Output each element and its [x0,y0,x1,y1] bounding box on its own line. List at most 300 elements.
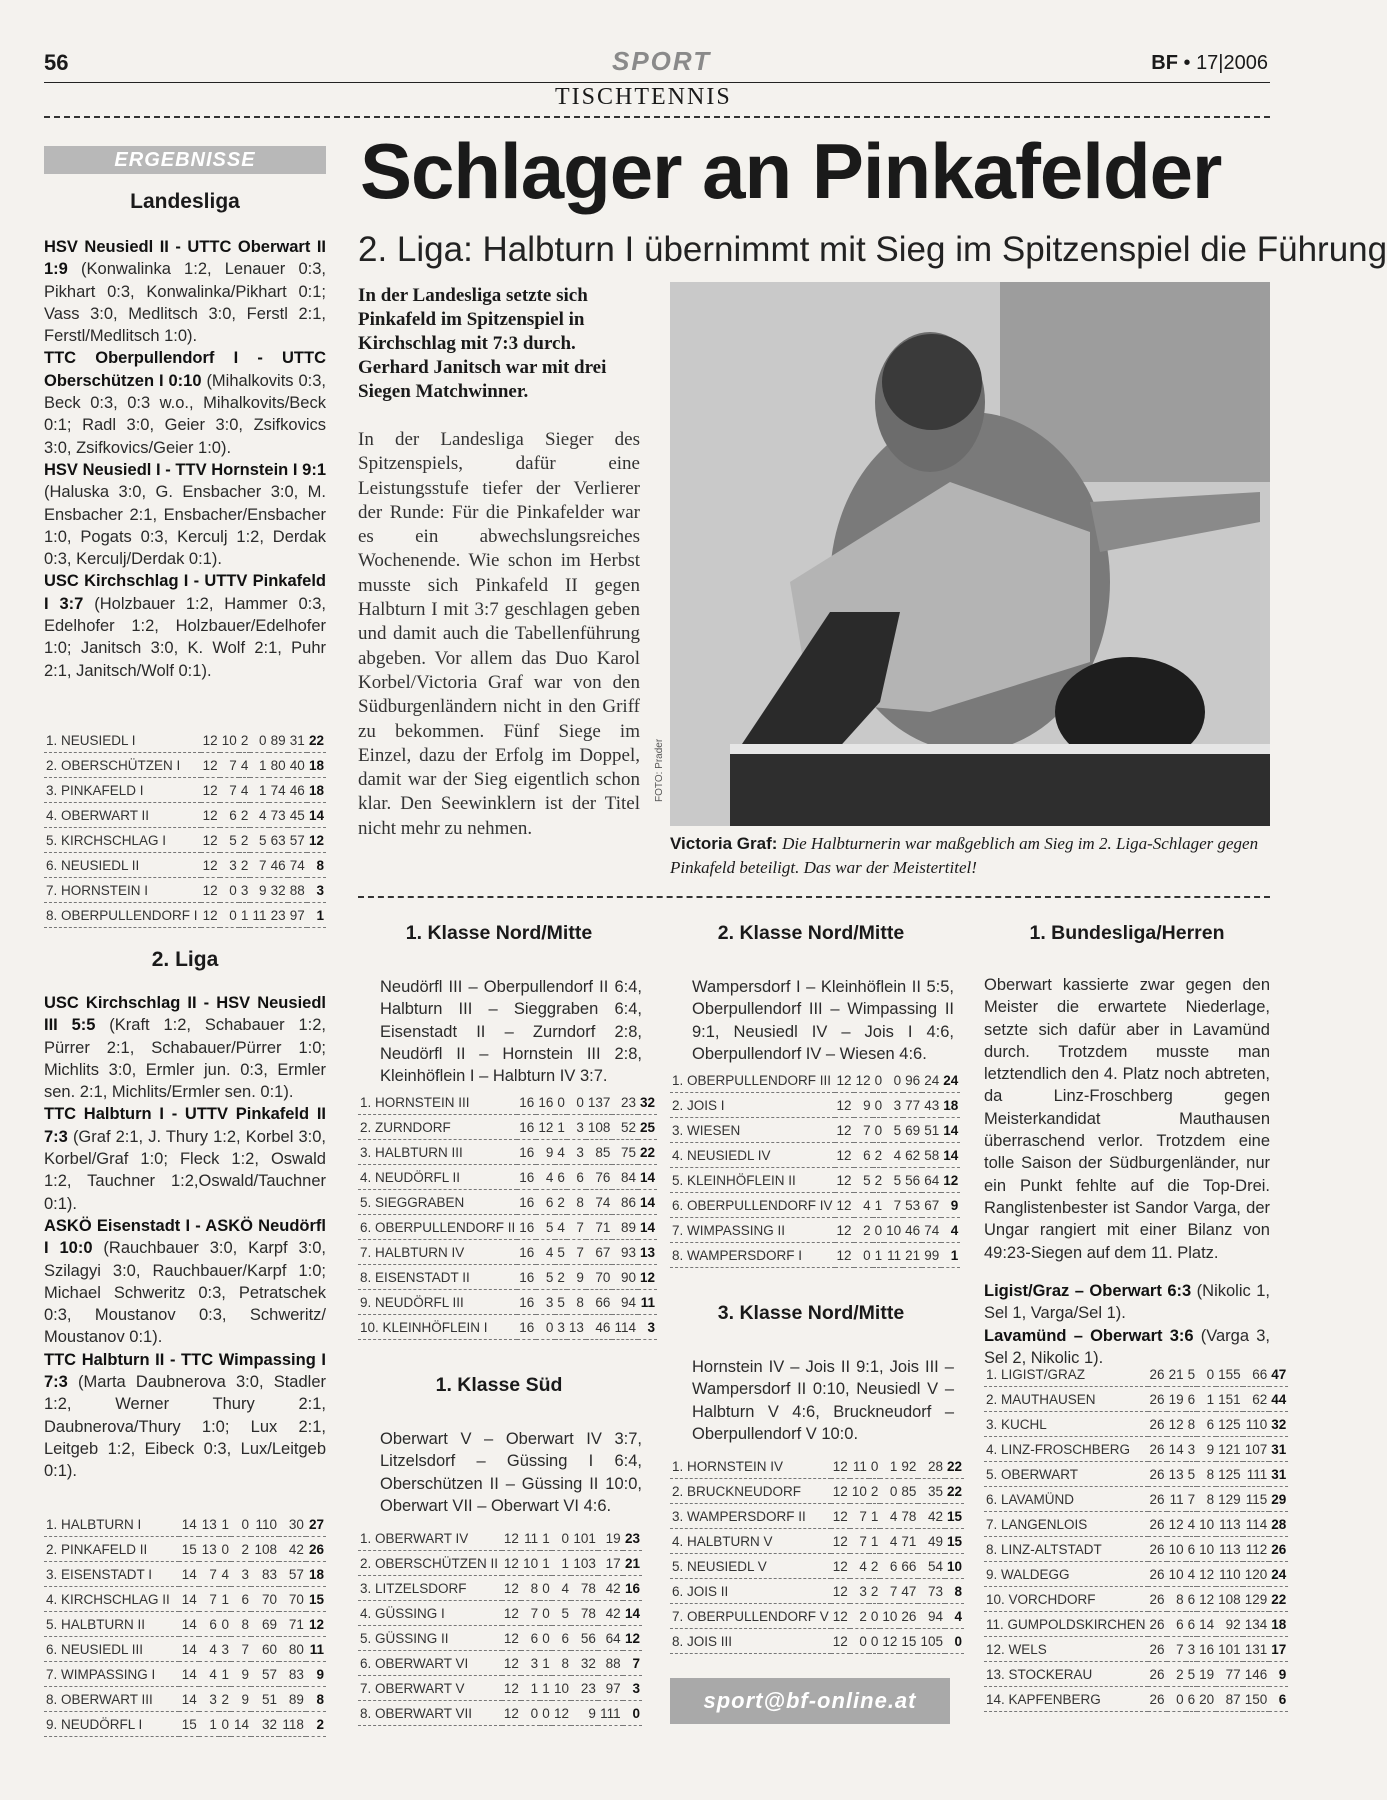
stat-cell: 1 [219,1587,231,1612]
contact-email[interactable]: sport@bf-online.at [670,1678,950,1724]
stat-cell: 31 [288,728,307,753]
stat-cell: 12 [201,853,220,878]
stat-cell: 5 [1186,1362,1198,1387]
stat-cell: 1 [880,1454,899,1479]
lead-paragraph: In der Landesliga setzte sich Pinkafeld im Spitzenspiel in Kirchschlag mit 7:3 durch. Gerhard Janitsch war mit drei Siegen Matchwinner. [358,285,607,402]
stat-cell: 12 [1197,1562,1216,1587]
points-cell: 8 [306,1687,326,1712]
stat-cell: 125 [1216,1412,1243,1437]
stat-cell: 43 [922,1093,941,1118]
stat-cell: 10 [1167,1537,1186,1562]
headline: Schlager an Pinkafelder [360,127,1222,215]
stat-cell: 111 [598,1701,623,1726]
stat-cell: 42 [279,1537,306,1562]
stat-cell: 4 [854,1193,873,1218]
stat-cell: 12 [1167,1512,1186,1537]
stat-cell: 2 [231,1537,251,1562]
points-cell: 13 [638,1240,657,1265]
stat-cell: 15 [179,1537,199,1562]
stat-cell: 4 [219,1562,231,1587]
stat-cell: 3 [1186,1437,1198,1462]
points-cell: 32 [1269,1412,1288,1437]
points-cell: 22 [307,728,326,753]
points-cell: 14 [941,1143,960,1168]
photo-illustration [670,282,1270,826]
stat-cell: 60 [251,1637,279,1662]
stat-cell: 6 [231,1587,251,1612]
stat-cell: 3 [1186,1637,1198,1662]
k3nm-table [670,1454,964,1654]
table-row [670,1604,964,1629]
team-cell: 3. EISENSTADT I [44,1562,179,1587]
stat-cell: 86 [612,1190,638,1215]
stat-cell: 16 [517,1115,536,1140]
stat-cell: 12 [552,1701,571,1726]
stat-cell: 2 [850,1604,869,1629]
table-row [358,1240,657,1265]
points-cell: 12 [306,1612,326,1637]
points-cell: 9 [306,1662,326,1687]
stat-cell: 12 [502,1601,521,1626]
stat-cell: 5 [250,828,268,853]
team-cell: 5. OBERWART [984,1462,1148,1487]
stat-cell: 108 [586,1115,613,1140]
stat-cell: 69 [903,1118,922,1143]
team-cell: 2. JOIS I [670,1093,835,1118]
stat-cell: 7 [1186,1487,1198,1512]
stat-cell: 12 [502,1576,521,1601]
stat-cell: 16 [517,1090,536,1115]
table-row [670,1554,964,1579]
stat-cell: 1 [239,903,251,928]
stat-cell: 6 [1186,1612,1198,1637]
stat-cell: 3 [199,1687,219,1712]
stat-cell: 114 [1243,1512,1270,1537]
stat-cell: 56 [571,1626,598,1651]
stat-cell: 0 [521,1701,540,1726]
stat-cell: 89 [269,728,288,753]
landesliga-table [44,728,326,928]
team-cell: 6. LAVAMÜND [984,1487,1148,1512]
stat-cell: 2 [873,1168,885,1193]
table-row [358,1140,657,1165]
stat-cell: 9 [250,878,268,903]
stat-cell: 75 [612,1140,638,1165]
stat-cell: 12 [835,1168,854,1193]
stat-cell: 26 [1148,1562,1167,1587]
stat-cell: 1 [1197,1387,1216,1412]
stat-cell: 134 [1243,1612,1270,1637]
article-body: In der Landesliga Sieger des Spitzenspiels, dafür eine Leistungsstufe tiefer der Verlierer der Runde: Für die Pinkafelder war es ein abwechslungsreiches Wochenende. Wie schon im Herbst musste sich Pinkafeld II gegen Halbturn I mit 3:7 geschlagen geben und damit auch die Tabellenführung abgeben. Vor allem das Duo Karol Korbel/Victoria Graf war von den Südburgenländern nicht in den Griff zu bekommen. Fünf Siege im Einzel, dazu der Erfolg im Doppel, damit war der Sieg eigentlich schon klar. Den Seewinklern ist der Titel nicht mehr zu nehmen. [358,429,640,839]
table-row [358,1265,657,1290]
stat-cell: 0 [1167,1687,1186,1712]
stat-cell: 4 [555,1140,567,1165]
stat-cell: 47 [899,1579,918,1604]
stat-cell: 67 [586,1240,613,1265]
stat-cell: 129 [1243,1587,1270,1612]
team-cell: 6. OBERPULLENDORF IV [670,1193,835,1218]
table-row [984,1537,1288,1562]
stat-cell: 1 [873,1193,885,1218]
match-detail: (Rauchbauer 3:0, Karpf 3:0, Szilagyi 3:0, Rauchbauer/Karpf 1:0; Michael Schweritz 0:3, Petratschek 0:3, Moustanov 0:3, Schweritz/ Moustanov 0:1). [44,1239,327,1347]
stat-cell: 10 [850,1479,869,1504]
team-cell: 8. JOIS III [670,1629,831,1654]
stat-cell: 0 [231,1512,251,1537]
stat-cell: 14 [179,1512,199,1537]
stat-cell: 14 [179,1562,199,1587]
points-cell: 14 [307,803,326,828]
stat-cell: 0 [567,1090,586,1115]
stat-cell: 12 [502,1551,521,1576]
team-cell: 3. LITZELSDORF [358,1576,502,1601]
stat-cell: 2 [555,1265,567,1290]
stat-cell: 0 [219,1612,231,1637]
table-row [670,1068,960,1093]
stat-cell: 77 [903,1093,922,1118]
stat-cell: 73 [269,803,288,828]
stat-cell: 70 [279,1587,306,1612]
team-cell: 7. HALBTURN IV [358,1240,517,1265]
stat-cell: 12 [502,1701,521,1726]
stat-cell: 7 [884,1193,903,1218]
table-row [670,1579,964,1604]
team-cell: 11. GUMPOLDSKIRCHEN [984,1612,1148,1637]
stat-cell: 26 [1148,1537,1167,1562]
stat-cell: 12 [831,1554,850,1579]
match-result [44,1103,326,1214]
stat-cell: 0 [850,1629,869,1654]
team-cell: 4. HALBTURN V [670,1529,831,1554]
table-row [358,1115,657,1140]
stat-cell: 0 [555,1090,567,1115]
stat-cell: 13 [1167,1462,1186,1487]
team-cell: 5. HALBTURN II [44,1612,179,1637]
stat-cell: 0 [1197,1362,1216,1387]
k1nm-table [358,1090,657,1340]
stat-cell: 131 [1243,1637,1270,1662]
stat-cell: 16 [1197,1637,1216,1662]
team-cell: 7. OBERWART V [358,1676,502,1701]
stat-cell: 26 [1148,1362,1167,1387]
stat-cell: 7 [521,1601,540,1626]
stat-cell: 71 [586,1215,613,1240]
landesliga-title: Landesliga [130,190,240,213]
points-cell: 12 [307,828,326,853]
match-head: USC Kirchschlag I - UTTV Pinkafeld I 3:7 [44,572,326,613]
stat-cell: 107 [1243,1437,1270,1462]
stat-cell: 16 [517,1240,536,1265]
stat-cell: 113 [1216,1537,1243,1562]
stat-cell: 0 [540,1626,552,1651]
stat-cell: 58 [922,1143,941,1168]
stat-cell: 113 [1216,1512,1243,1537]
stat-cell: 4 [199,1637,219,1662]
photo-caption [670,832,1270,880]
stat-cell: 9 [231,1662,251,1687]
stat-cell: 125 [1216,1462,1243,1487]
stat-cell: 1 [869,1504,881,1529]
stat-cell: 10 [880,1604,899,1629]
stat-cell: 12 [831,1604,850,1629]
stat-cell: 46 [288,778,307,803]
stat-cell: 53 [903,1193,922,1218]
stat-cell: 10 [1197,1512,1216,1537]
table-row [44,1687,326,1712]
stat-cell: 92 [1216,1612,1243,1637]
caption-name: Victoria Graf: [670,834,778,853]
stat-cell: 2 [1167,1662,1186,1687]
stat-cell: 3 [219,1637,231,1662]
stat-cell: 0 [220,903,239,928]
stat-cell: 0 [250,728,268,753]
stat-cell: 62 [1243,1387,1270,1412]
table-row [358,1215,657,1240]
points-cell: 25 [638,1115,657,1140]
points-cell: 7 [623,1651,642,1676]
stat-cell: 1 [219,1662,231,1687]
table-row [358,1651,642,1676]
points-cell: 18 [306,1562,326,1587]
stat-cell: 70 [251,1587,279,1612]
stat-cell: 110 [251,1512,279,1537]
liga2-results [44,992,326,1483]
points-cell: 4 [941,1218,960,1243]
table-row [358,1676,642,1701]
points-cell: 47 [1269,1362,1288,1387]
stat-cell: 12 [835,1143,854,1168]
table-row [984,1562,1288,1587]
team-cell: 5. KLEINHÖFLEIN II [670,1168,835,1193]
stat-cell: 7 [220,753,239,778]
stat-cell: 28 [918,1454,945,1479]
stat-cell: 8 [1197,1462,1216,1487]
team-cell: 4. LINZ-FROSCHBERG [984,1437,1148,1462]
stat-cell: 0 [536,1315,555,1340]
team-cell: 8. WAMPERSDORF I [670,1243,835,1268]
stat-cell: 1 [540,1526,552,1551]
stat-cell: 8 [1167,1587,1186,1612]
k1s-results: Oberwart V – Oberwart IV 3:7, Litzelsdorf – Güssing I 6:4, Oberschützen II – Güssing II 10:0, Oberwart VII – Oberwart VI 4:6. [380,1430,642,1515]
stat-cell: 7 [250,853,268,878]
stat-cell: 32 [251,1712,279,1737]
points-cell: 31 [1269,1437,1288,1462]
stat-cell: 24 [922,1068,941,1093]
team-cell: 1. HORNSTEIN III [358,1090,517,1115]
match-result [984,1280,1270,1325]
bundesliga-title: 1. Bundesliga/Herren [1029,922,1225,944]
stat-cell: 0 [854,1243,873,1268]
stat-cell: 78 [899,1504,918,1529]
k1nm-results: Neudörfl III – Oberpullendorf II 6:4, Halbturn III – Sieggraben 6:4, Eisenstadt II – Zurndorf 2:8, Neudörfl II – Hornstein III 2:8, Kleinhöflein I – Halbturn IV 3:7. [380,978,642,1086]
stat-cell: 20 [1197,1687,1216,1712]
stat-cell: 89 [612,1215,638,1240]
stat-cell: 6 [1197,1412,1216,1437]
stat-cell: 11 [250,903,268,928]
points-cell: 32 [638,1090,657,1115]
stat-cell: 0 [869,1604,881,1629]
stat-cell: 118 [279,1712,306,1737]
stat-cell: 9 [231,1687,251,1712]
points-cell: 15 [306,1587,326,1612]
stat-cell: 26 [1148,1587,1167,1612]
stat-cell: 2 [555,1190,567,1215]
stat-cell: 2 [873,1143,885,1168]
stat-cell: 108 [251,1537,279,1562]
stat-cell: 4 [239,778,251,803]
stat-cell: 10 [220,728,239,753]
points-cell: 17 [1269,1637,1288,1662]
stat-cell: 12 [831,1629,850,1654]
stat-cell: 12 [831,1454,850,1479]
stat-cell: 17 [598,1551,623,1576]
table-row [984,1412,1288,1437]
stat-cell: 11 [521,1526,540,1551]
stat-cell: 16 [517,1215,536,1240]
issue-number: 17|2006 [1196,52,1268,74]
stat-cell: 9 [536,1140,555,1165]
team-cell: 5. SIEGGRABEN [358,1190,517,1215]
table-row [44,803,326,828]
team-cell: 7. OBERPULLENDORF V [670,1604,831,1629]
liga2-table [44,1512,326,1737]
team-cell: 1. HALBTURN I [44,1512,179,1537]
stat-cell: 14 [179,1587,199,1612]
stat-cell: 4 [555,1215,567,1240]
stat-cell: 4 [239,753,251,778]
table-row [670,1479,964,1504]
stat-cell: 7 [850,1504,869,1529]
stat-cell: 1 [869,1529,881,1554]
points-cell: 26 [1269,1537,1288,1562]
bundesliga-report: Oberwart kassierte zwar gegen den Meister die erwartete Niederlage, setzte sich dafür aber in Lavamünd durch. Trotzdem musste man letztendlich den 4. Platz noch abtreten, da Linz-Froschberg gegen Meisterkandidat Mauthausen überraschend verlor. Trotzdem eine tolle Saison der Südburgenländer, nur ein Punkt fehlte auf die Top-Drei. Ranglistenbester ist Sandor Varga, der Ungar rangiert mit einer Bilanz von 49:23-Siegen auf dem 11. Platz. [984,976,1270,1262]
stat-cell: 13 [199,1512,219,1537]
stat-cell: 14 [1197,1612,1216,1637]
stat-cell: 23 [269,903,288,928]
stat-cell: 6 [1186,1687,1198,1712]
match-result [44,992,326,1103]
stat-cell: 9 [567,1265,586,1290]
stat-cell: 12 [201,778,220,803]
stat-cell: 4 [536,1165,555,1190]
stat-cell: 32 [571,1651,598,1676]
points-cell: 18 [307,778,326,803]
stat-cell: 49 [918,1529,945,1554]
points-cell: 28 [1269,1512,1288,1537]
points-cell: 12 [941,1168,960,1193]
stat-cell: 16 [517,1140,536,1165]
points-cell: 10 [945,1554,964,1579]
stat-cell: 19 [598,1526,623,1551]
stat-cell: 1 [540,1651,552,1676]
stat-cell: 0 [220,878,239,903]
match-detail: (Kraft 1:2, Schabauer 1:2, Pürrer 2:1, Schabauer/Pürrer 1:0; Michlits 3:0, Ermler jun. 0:3, Ermler sen. 2:1, Michlits/Ermler sen. 0:1). [44,1016,326,1102]
stat-cell: 6 [199,1612,219,1637]
stat-cell: 64 [922,1168,941,1193]
stat-cell: 12 [201,753,220,778]
stat-cell: 16 [517,1165,536,1190]
table-row [984,1587,1288,1612]
table-row [44,1712,326,1737]
points-cell: 15 [945,1504,964,1529]
stat-cell: 16 [517,1290,536,1315]
stat-cell: 2 [239,803,251,828]
points-cell: 29 [1269,1487,1288,1512]
stat-cell: 26 [1148,1462,1167,1487]
stat-cell: 12 [831,1504,850,1529]
stat-cell: 9 [571,1701,598,1726]
stat-cell: 150 [1243,1687,1270,1712]
stat-cell: 114 [612,1315,638,1340]
team-cell: 9. WALDEGG [984,1562,1148,1587]
stat-cell: 5 [884,1168,903,1193]
stat-cell: 26 [1148,1437,1167,1462]
stat-cell: 0 [880,1479,899,1504]
stat-cell: 6 [536,1190,555,1215]
team-cell: 12. WELS [984,1637,1148,1662]
points-cell: 16 [623,1576,642,1601]
stat-cell: 6 [854,1143,873,1168]
stat-cell: 85 [586,1140,613,1165]
stat-cell: 26 [1148,1387,1167,1412]
team-cell: 1. LIGIST/GRAZ [984,1362,1148,1387]
stat-cell: 93 [612,1240,638,1265]
stat-cell: 8 [231,1612,251,1637]
issue-info: BF • 17|2006 [1151,52,1268,74]
stat-cell: 1 [540,1676,552,1701]
stat-cell: 3 [231,1562,251,1587]
table-row [984,1387,1288,1412]
stat-cell: 56 [903,1168,922,1193]
team-cell: 14. KAPFENBERG [984,1687,1148,1712]
team-cell: 10. VORCHDORF [984,1587,1148,1612]
stat-cell: 78 [571,1576,598,1601]
stat-cell: 74 [586,1190,613,1215]
stat-cell: 46 [903,1218,922,1243]
stat-cell: 5 [220,828,239,853]
stat-cell: 4 [880,1529,899,1554]
stat-cell: 2 [239,828,251,853]
team-cell: 1. NEUSIEDL I [44,728,201,753]
team-cell: 6. NEUSIEDL II [44,853,201,878]
stat-cell: 74 [922,1218,941,1243]
stat-cell: 12 [835,1118,854,1143]
k3nm-results: Hornstein IV – Jois II 9:1, Jois III – Wampersdorf II 0:10, Neusiedl V – Halbturn V 4:6, Bruckneudorf – Oberpullendorf V 10:0. [692,1358,954,1443]
team-cell: 1. OBERPULLENDORF III [670,1068,835,1093]
stat-cell: 108 [1216,1587,1243,1612]
stat-cell: 70 [586,1265,613,1290]
team-cell: 1. OBERWART IV [358,1526,502,1551]
table-row [44,878,326,903]
points-cell: 44 [1269,1387,1288,1412]
match-head: TTC Oberpullendorf I - UTTC Oberschützen I 0:10 [44,349,326,390]
team-cell: 3. HALBTURN III [358,1140,517,1165]
stat-cell: 97 [598,1676,623,1701]
match-result [44,236,326,347]
points-cell: 18 [307,753,326,778]
stat-cell: 67 [922,1193,941,1218]
stat-cell: 26 [1148,1612,1167,1637]
table-row [670,1629,964,1654]
stat-cell: 5 [555,1240,567,1265]
stat-cell: 74 [269,778,288,803]
stat-cell: 5 [1186,1462,1198,1487]
stat-cell: 1 [219,1512,231,1537]
stat-cell: 42 [598,1576,623,1601]
stat-cell: 73 [918,1579,945,1604]
stat-cell: 57 [251,1662,279,1687]
k1nm-title: 1. Klasse Nord/Mitte [405,922,593,944]
stat-cell: 6 [1167,1612,1186,1637]
